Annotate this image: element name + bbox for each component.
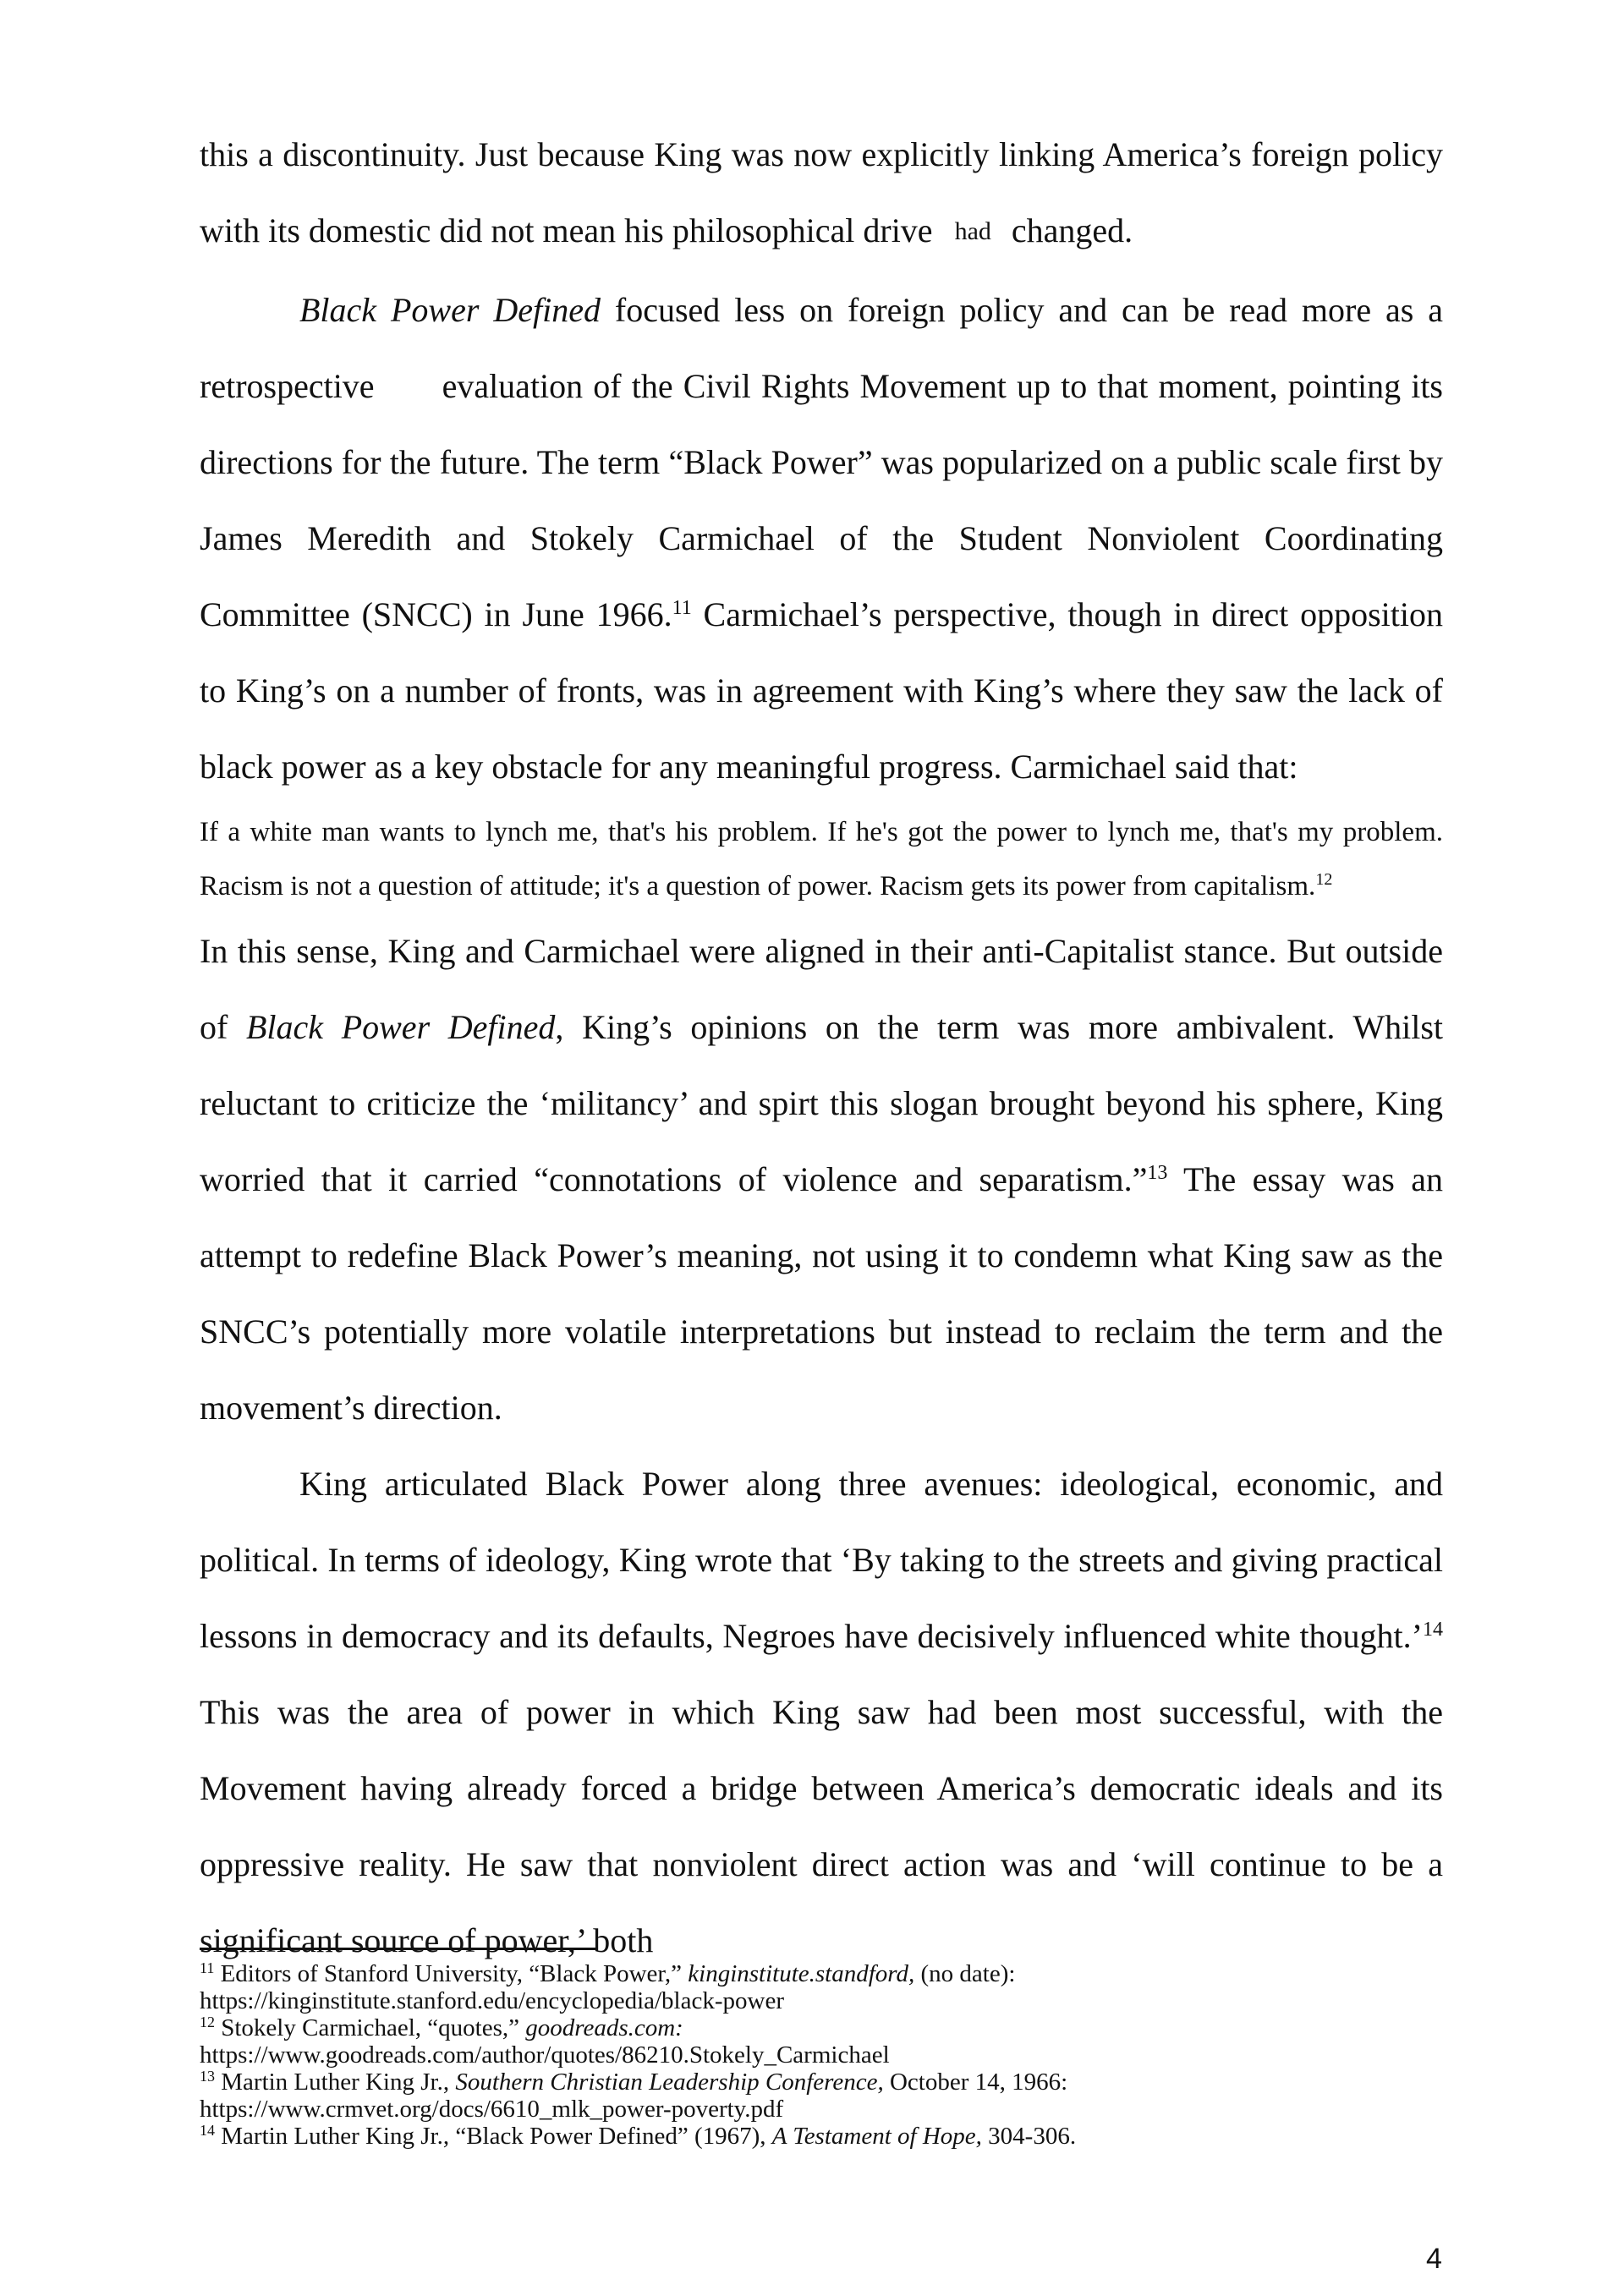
block-quote: If a white man wants to lynch me, that's his problem. If he's got the power to lynch me, that's my problem. Racism is not a question of attitude; it's a question of power. Racism gets its power from capitalism.$^{12}$ (200, 817, 1443, 901)
footnote-12-url: https://www.goodreads.com/author/quotes/86210.Stokely_Carmichael (200, 2041, 890, 2069)
footnote-ref-11: 11 (672, 597, 692, 619)
footnote-11: $^{11}$ Editors of Stanford University, “Black Power,” kinginstitute.standford, (no date): (200, 1959, 1016, 1987)
inserted-word: had (954, 217, 991, 245)
paragraph-2: Black Power Defined focused less on foreign policy and can be read more as a retrospective evaluation of the Civil Rights Movement up to that moment, pointing its directions for the future. The term “Black Power” was popularized on a public scale first by James Meredith and Stokely Carmichael of the Student Nonviolent Coordinating Committee (SNCC) in June 1966.11 Carmichael’s perspective, though in direct opposition to King’s on a number of fronts, was in agreement with King’s where they saw the lack of black power as a key obstacle for any meaningful progress. Carmichael said that: (200, 291, 1443, 786)
footnotes (200, 1960, 1443, 2150)
paragraph-4: King articulated Black Power along three avenues: ideological, economic, and political. In terms of ideology, King wrote that ‘By taking to the streets and giving practical lessons in democracy and its defaults, Negroes have decisively influenced white thought.’$^{14}$ This was the area of power in which King saw had been most successful, with the Movement having already forced a bridge between America’s democratic ideals and its oppressive reality. He saw that nonviolent direct action was and ‘will continue to be a significant source of power,’ both (200, 1465, 1443, 1959)
main-text (200, 117, 1443, 1979)
footnote-ref-12: 12 (1315, 870, 1333, 889)
footnote-11-url: https://kinginstitute.stanford.edu/encyclopedia/black-power (200, 1987, 784, 2014)
essay-title: Black Power Defined (299, 291, 601, 329)
footnote-ref-14: 14 (1423, 1619, 1443, 1641)
footnote-12: $^{12}$ Stokely Carmichael, “quotes,” goodreads.com: (200, 2014, 683, 2041)
essay-title: Black Power Defined (245, 1008, 556, 1046)
footnote-13: $^{13}$ Martin Luther King Jr., Southern Christian Leadership Conference, October 14, 1966: (200, 2068, 1068, 2096)
footnote-14: $^{14}$ Martin Luther King Jr., “Black Power Defined” (1967), A Testament of Hope, 304-306. (200, 2122, 1077, 2150)
paragraph-1: this a discontinuity. Just because King was now explicitly linking America’s foreign policy with its domestic did not mean his philosophical drive had changed. (200, 135, 1443, 249)
footnote-ref-13: 13 (1147, 1162, 1168, 1184)
footnote-13-url: https://www.crmvet.org/docs/6610_mlk_power-poverty.pdf (200, 2096, 784, 2123)
paragraph-3: In this sense, King and Carmichael were aligned in their anti-Capitalist stance. But outside of Black Power Defined, King’s opinions on the term was more ambivalent. Whilst reluctant to criticize the ‘militancy’ and spirt this slogan brought beyond his sphere, King worried that it carried “connotations of violence and separatism.”$^{13}$ The essay was an attempt to redefine Black Power’s meaning, not using it to condemn what King saw as the SNCC’s potentially more volatile interpretations but instead to reclaim the term and the movement’s direction. (200, 932, 1443, 1427)
footnote-separator (200, 1948, 597, 1950)
page-number: 4 (1426, 2243, 1442, 2275)
